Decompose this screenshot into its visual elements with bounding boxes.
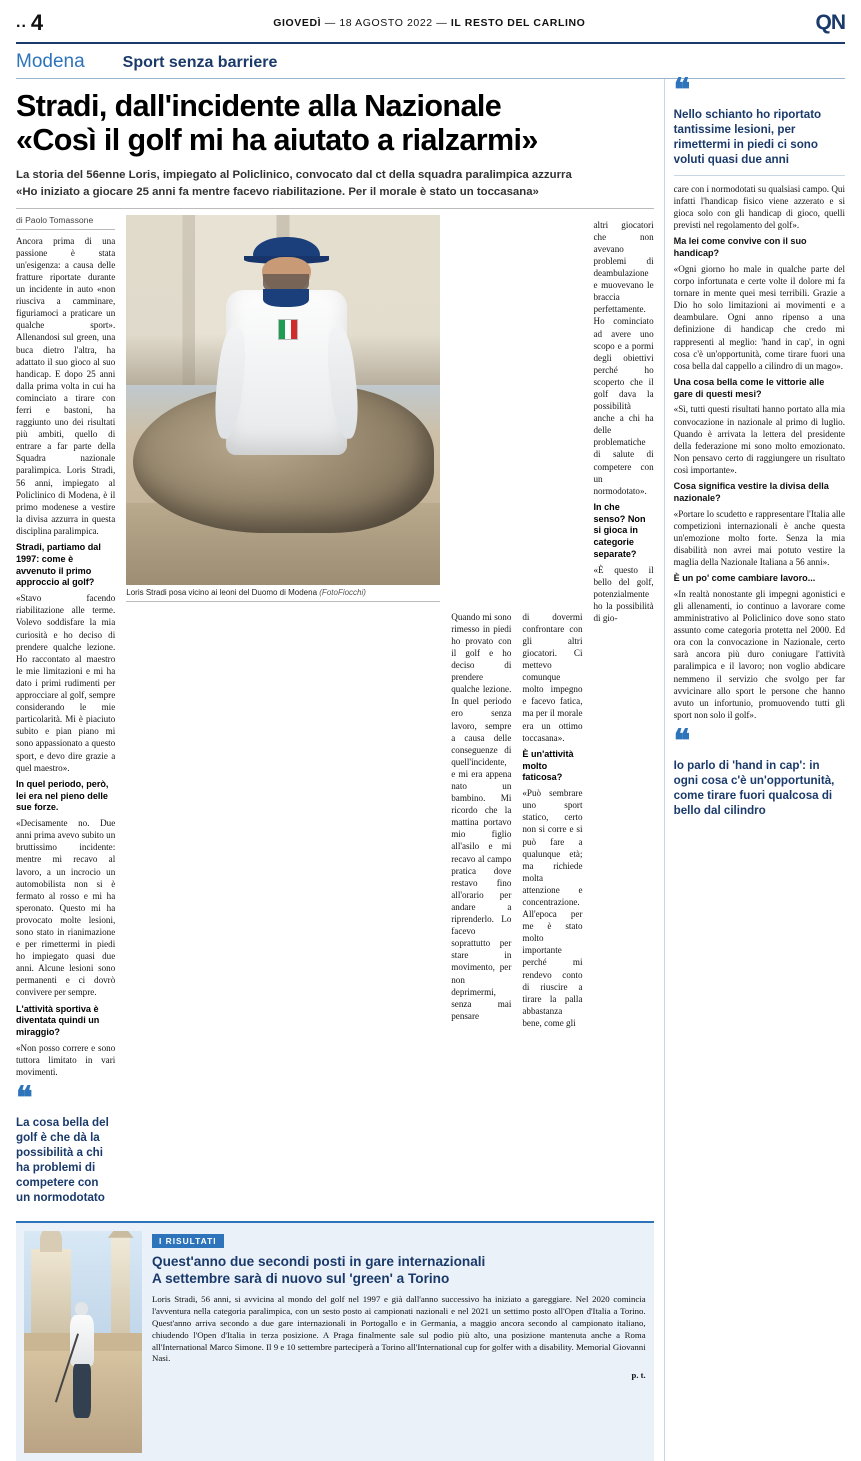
headline-line-1: Stradi, dall'incidente alla Nazionale [16, 89, 502, 123]
section-city: Modena [16, 51, 85, 72]
masthead-date: — 18 AGOSTO 2022 — [324, 17, 448, 29]
results-photo-golfer [64, 1302, 99, 1417]
right-rail [664, 72, 845, 1461]
article-columns-234 [451, 219, 653, 1034]
question: Ma lei come convive con il suo handicap? [673, 236, 807, 259]
photo-subject [214, 237, 358, 503]
results-title [152, 1254, 646, 1287]
lead-photo [126, 215, 440, 585]
question: Stradi, partiamo dal 1997: come è avvenuto il primo approccio al golf? [16, 542, 101, 588]
results-title-line-2: A settembre sarà di nuovo sul 'green' a Torino [152, 1270, 450, 1286]
article-column-4 [594, 219, 654, 1034]
photo-credit: (FotoFiocchi) [319, 587, 366, 597]
article-column-1 [16, 215, 115, 1214]
paragraph: Quando mi sono rimesso in piedi ho provato con il golf e ho deciso di prendere qualche lezione. In quel periodo ero senza lavoro, sempre a causa delle conseguenze di quell'incidente, e mi era appena nato un bambino. Mi ricordo che la mattina portavo mio figlio all'asilo e mi recavo al campo pratica dove restavo fino all'orario per andare a riprenderlo. Lo facevo soprattutto per stare in movimento, per non deprimermi, senza mai pensare [451, 611, 512, 1021]
photo-spacer [451, 219, 511, 611]
paragraph: «È questo il bello del golf, potenzialmente ho la possibilità di gio- [593, 564, 654, 624]
paragraph: care con i normodotati su qualsiasi campo. Qui infatti l'handicap fisico viene azzerato e si gioca solo con gli handicap di gioco, quelli previsti nel regolamento del golf». [673, 183, 845, 231]
masthead [0, 0, 861, 42]
photo-italy-badge [278, 319, 299, 340]
question: In quel periodo, però, lei era nel pieno delle sue forze. [16, 778, 109, 813]
pullquote-bottom-text: Io parlo di 'hand in cap': in ogni cosa c'è un'opportunità, come tirare fuori qualcosa di bello dal cilindro [673, 758, 835, 817]
photo-caption-text: Loris Stradi posa vicino ai leoni del Duomo di Modena [126, 587, 318, 597]
results-signature: p. t. [631, 1370, 646, 1381]
question: È un po' come cambiare lavoro... [673, 573, 816, 584]
masthead-newspaper-name: IL RESTO DEL CARLINO [450, 17, 586, 29]
golfer-legs [73, 1364, 91, 1418]
paragraph: «Decisamente no. Due anni prima avevo subito un bruttissimo incidente: mentre mi recavo al lavoro, a un incrocio un automobilista non si è fermato al rosso e mi ha speronato. Questo mi ha provocato molte lesioni, sono stato in rianimazione e per rimettermi in piedi ho impiegato quasi due anni. Alcune lesioni sono permanenti e ci dovrò convivere per sempre. [16, 818, 116, 998]
section-bar [0, 44, 861, 78]
main-column [16, 79, 654, 1461]
article-column-3 [522, 219, 582, 1034]
results-badge: I RISULTATI [152, 1234, 224, 1248]
question: In che senso? Non si gioca in categorie separate? [593, 501, 646, 560]
paragraph: Ancora prima di una passione è stata un'esigenza: a causa delle fratture riportate durante un incidente in auto «non riusciva a camminare, figuriamoci a praticare un qualche sport». Allenandosi sul green, una buca dietro l'altra, ha adattato il suo gioco al suo handicap. E dopo 25 anni dalla prima volta in cui ha cominciato a tirare con ferri e bastoni, ha raggiunto uno dei risultati più ambiti, quello di entrare a far parte della Squadra nazionale paralimpica. Loris Stradi, 56 anni, impiegato al Policlinico di Modena, è il primo modenese a vestire la divisa azzurra in questa disciplina paralimpica. [16, 235, 116, 536]
headline-line-2: «Così il golf mi ha aiutato a rialzarmi» [16, 123, 538, 158]
pullquote-bottom [673, 722, 845, 818]
results-body: Loris Stradi, 56 anni, si avvicina al mondo del golf nel 1997 e già dall'anno successivo ha iniziato a gareggiare. Nel 2020 comincia l'avventura nella categoria paralimpica, con un sesto posto ai campionati nazionali e nel 2021 un settimo posto all'Open d'Italia a Torino. Quest'anno arriva secondo a due gare internazionali in Portogallo e in Germania, a maggio ancora secondo al campionato italiano, chiudendo l'Open d'Italia in terza posizione. A Praga finalmente sale sul podio più alto, una posizione mantenuta anche a Roma all'International Marco Simone. Il 9 e 10 settembre parteciperà a Torino all'International cup for golfer with a disability. Memorial Giovanni Nasi. [152, 1294, 646, 1364]
results-box-photo [24, 1231, 142, 1453]
masthead-day: GIOVEDÌ [273, 17, 322, 29]
pullquote-left-text: La cosa bella del golf è che dà la possibilità a chi ha problemi di competere con un normodotato [16, 1115, 109, 1205]
results-box [16, 1221, 654, 1461]
paragraph: altri giocatori che non avevano problemi di deambulazione e muovevano le braccia perfettamente. Ho cominciato ad avere uno scopo e a pormi degli obiettivi perché ho scoperto che il golf dava la possibilità anche a chi ha delle problematiche di salute di competere con un normodotato». [593, 219, 654, 496]
article-column-2 [451, 219, 511, 1034]
question: L'attività sportiva è diventata quindi un miraggio? [16, 1003, 100, 1038]
headline-rule [16, 208, 654, 209]
question: Cosa significa vestire la divisa della nazionale? [673, 480, 829, 503]
paragraph: «Ogni giorno ho male in qualche parte del corpo infortunata e certe volte il dolore mi fa tornare in mente quei mesi terribili. Grazie a Dio ho solo limitazioni ai movimenti e a deambulare. Ogni anno ripenso a una definizione di handicap che credo mi rappresenti al meglio: 'hand in cap', in ogni cosa c'è un'opportunità, come tirare fuori una cosa bella dal cappello a cilindro di un mago». [673, 263, 845, 371]
article-columns-right-group [126, 215, 653, 1214]
quote-mark-icon: ❝ [16, 1080, 31, 1116]
masthead-page-indicator [16, 10, 43, 36]
masthead-dateline [43, 17, 815, 29]
article-columns [16, 215, 654, 1214]
results-title-line-1: Quest'anno due secondi posti in gare internazionali [152, 1254, 486, 1270]
qn-logo: QN [815, 11, 845, 34]
subheadline-line-1: La storia del 56enne Loris, impiegato al Policlinico, convocato dal ct della squadra paralimpica azzurra [16, 169, 572, 182]
subheadline-line-2: «Ho iniziato a giocare 25 anni fa mentre facevo riabilitazione. Per il morale è stato un toccasana» [16, 185, 539, 198]
subheadline [16, 167, 654, 199]
paragraph: «Stavo facendo riabilitazione alle terme. Volevo soddisfare la mia curiosità e ho deciso di prendere qualche lezione. Ho raccontato al maestro le mie limitazioni e mi ha dato i primi rudimenti per approcciare al golf, sempre considerando le mie particolarità. Mi è piaciuto subito e pian piano mi sono appassionato a questo sport, e devo dire grazie a quel maestro». [16, 593, 116, 773]
paragraph: «In realtà nonostante gli impegni agonistici e gli allenamenti, io continuo a lavorare come amministrativo al Policlinico dove sono stato assunto come categoria protetta nel 2000. Ed ora con la convocazione in Nazionale, certo sarà ancora più duro coniugare l'attività paralimpica e il lavoro; non voglio abdicare nemmeno il servizio che svolgo per far avvicinare allo sport le persone che hanno avuto un infortunio, promuovendo tutti gli sport non solo il golf». [673, 588, 845, 720]
results-box-text [152, 1231, 646, 1453]
masthead-dots: .. [16, 14, 27, 31]
byline: di Paolo Tomassone [16, 215, 115, 230]
photo-caption [126, 585, 440, 602]
paragraph: «Può sembrare uno sport statico, certo non si corre e si può fare a qualunque età; ma richiede molta attenzione e concentrazione. All'epoca per me è stato molto importante perché mi rendevo conto di riuscire a tirare la palla abbastanza bene, come gli [522, 788, 583, 1028]
pullquote-top-text: Nello schianto ho riportato tantissime lesioni, per rimettermi in piedi ci sono voluti quasi due anni [673, 107, 822, 166]
section-topic: Sport senza barriere [122, 54, 278, 71]
quote-mark-icon: ❝ [673, 72, 689, 107]
golfer-torso [70, 1315, 94, 1366]
photo-subject-collar [263, 289, 309, 308]
photo-spacer [522, 219, 582, 611]
results-photo-tower [111, 1236, 130, 1334]
question: Una cosa bella come le vittorie alle gare di questi mesi? [673, 376, 825, 399]
rail-rule [674, 175, 845, 176]
page-number: 4 [30, 10, 44, 35]
paragraph: di dovermi confrontare con gli altri giocatori. Ci mettevo comunque molto impegno e facevo fatica, ma per il morale era un ottimo toccasana». [522, 611, 583, 743]
page-title [16, 89, 654, 157]
paragraph: «Non posso correre e sono tuttora limitato in vari movimenti. [16, 1042, 116, 1078]
question: È un'attività molto faticosa? [522, 748, 574, 783]
paragraph: «Portare lo scudetto e rappresentare l'Italia alle competizioni internazionali è anche questa un'emozione molto forte. Senza la mia disabilità non avrei mai potuto vestire la maglia della Nazionale Italiana a 56 anni». [673, 508, 845, 567]
paragraph: «Sì, tutti questi risultati hanno portato alla mia convocazione in nazionale al primo di luglio. Quando è arrivata la lettera del presidente della federazione mi sono molto emozionato. Non pensavo certo di raggiungere un risultato così importante». [673, 404, 845, 475]
quote-mark-icon: ❝ [673, 722, 689, 758]
lead-photo-block [126, 215, 440, 602]
page-body [0, 72, 861, 1461]
pullquote-left [16, 1080, 115, 1205]
